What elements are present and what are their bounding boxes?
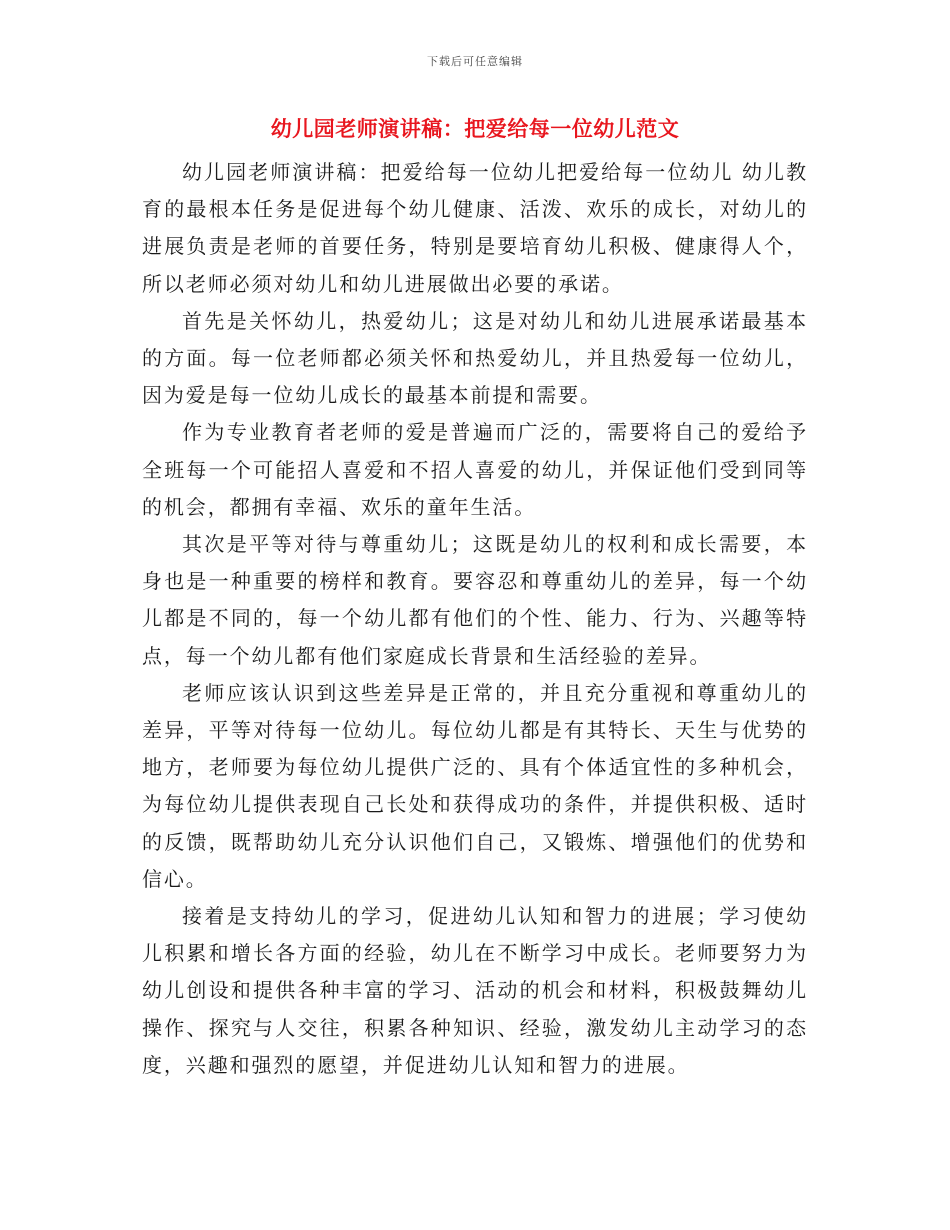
paragraph: 其次是平等对待与尊重幼儿；这既是幼儿的权利和成长需要，本身也是一种重要的榜样和教育。要容忍和尊重幼儿的差异，每一个幼儿都是不同的，每一个幼儿都有他们的个性、能力、行为、兴趣等特点，每一个幼儿都有他们家庭成长背景和生活经验的差异。 [142,532,808,668]
paragraph: 作为专业教育者老师的爱是普遍而广泛的，需要将自己的爱给予全班每一个可能招人喜爱和不招人喜爱的幼儿，并保证他们受到同等的机会，都拥有幸福、欢乐的童年生活。 [142,420,808,519]
document-body [142,154,808,1084]
paragraph: 首先是关怀幼儿，热爱幼儿；这是对幼儿和幼儿进展承诺最基本的方面。每一位老师都必须关怀和热爱幼儿，并且热爱每一位幼儿，因为爱是每一位幼儿成长的最基本前提和需要。 [142,308,808,408]
paragraph: 接着是支持幼儿的学习，促进幼儿认知和智力的进展；学习使幼儿积累和增长各方面的经验，幼儿在不断学习中成长。老师要努力为幼儿创设和提供各种丰富的学习、活动的机会和材料，积极鼓舞幼儿操作、探究与人交往，积累各种知识、经验，激发幼儿主动学习的态度，兴趣和强烈的愿望，并促进幼儿认知和智力的进展。 [142,904,808,1077]
paragraph: 幼儿园老师演讲稿：把爱给每一位幼儿把爱给每一位幼儿 幼儿教育的最根本任务是促进每个幼儿健康、活泼、欢乐的成长，对幼儿的进展负责是老师的首要任务，特别是要培育幼儿积极、健康得人个，所以老师必须对幼儿和幼儿进展做出必要的承诺。 [142,160,808,296]
paragraph: 老师应该认识到这些差异是正常的，并且充分重视和尊重幼儿的差异，平等对待每一位幼儿。每位幼儿都是有其特长、天生与优势的地方，老师要为每位幼儿提供广泛的、具有个体适宜性的多种机会，为每位幼儿提供表现自己长处和获得成功的条件，并提供积极、适时的反馈，既帮助幼儿充分认识他们自己，又锻炼、增强他们的优势和信心。 [142,680,808,891]
header-note: 下载后可任意编辑 [427,55,523,68]
document-title: 幼儿园老师演讲稿：把爱给每一位幼儿范文 [270,117,680,141]
